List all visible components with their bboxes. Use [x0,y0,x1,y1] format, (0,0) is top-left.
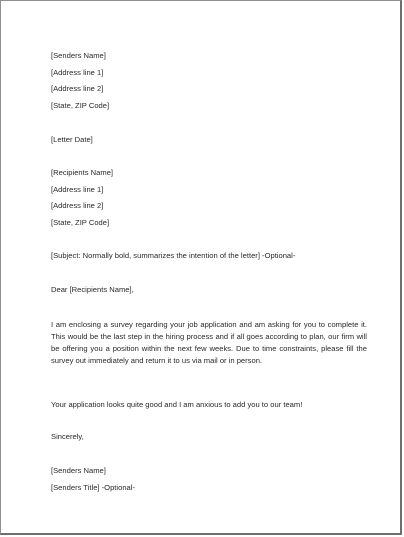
sender-state-zip: [State, ZIP Code] [51,101,110,110]
signature-name: [Senders Name] [51,466,106,475]
recipient-name: [Recipients Name] [51,168,114,177]
signature-title: [Senders Title] -Optional- [51,483,135,492]
closing: Sincerely, [51,432,84,441]
body-paragraph-1: I am enclosing a survey regarding your job application and am asking for you to complete it. This would be the last step in the hiring process and if all goes according to plan, our firm will be offering you a position within the next few weeks. Due to time constraints, please fill the survey out immediately and return it to us via mail or in person. [51,320,367,365]
recipient-address-line-2: [Address line 2] [51,201,104,210]
sender-name: [Senders Name] [51,51,106,60]
letter-date: [Letter Date] [51,135,93,144]
recipient-state-zip: [State, ZIP Code] [51,218,110,227]
recipient-address-line-1: [Address line 1] [51,185,104,194]
subject-line: [Subject: Normally bold, summarizes the intention of the letter] -Optional- [51,251,296,260]
salutation: Dear [Recipients Name], [51,285,134,294]
body-paragraph-2: Your application looks quite good and I am anxious to add you to our team! [51,400,303,409]
sender-address-line-1: [Address line 1] [51,68,104,77]
sender-address-line-2: [Address line 2] [51,84,104,93]
